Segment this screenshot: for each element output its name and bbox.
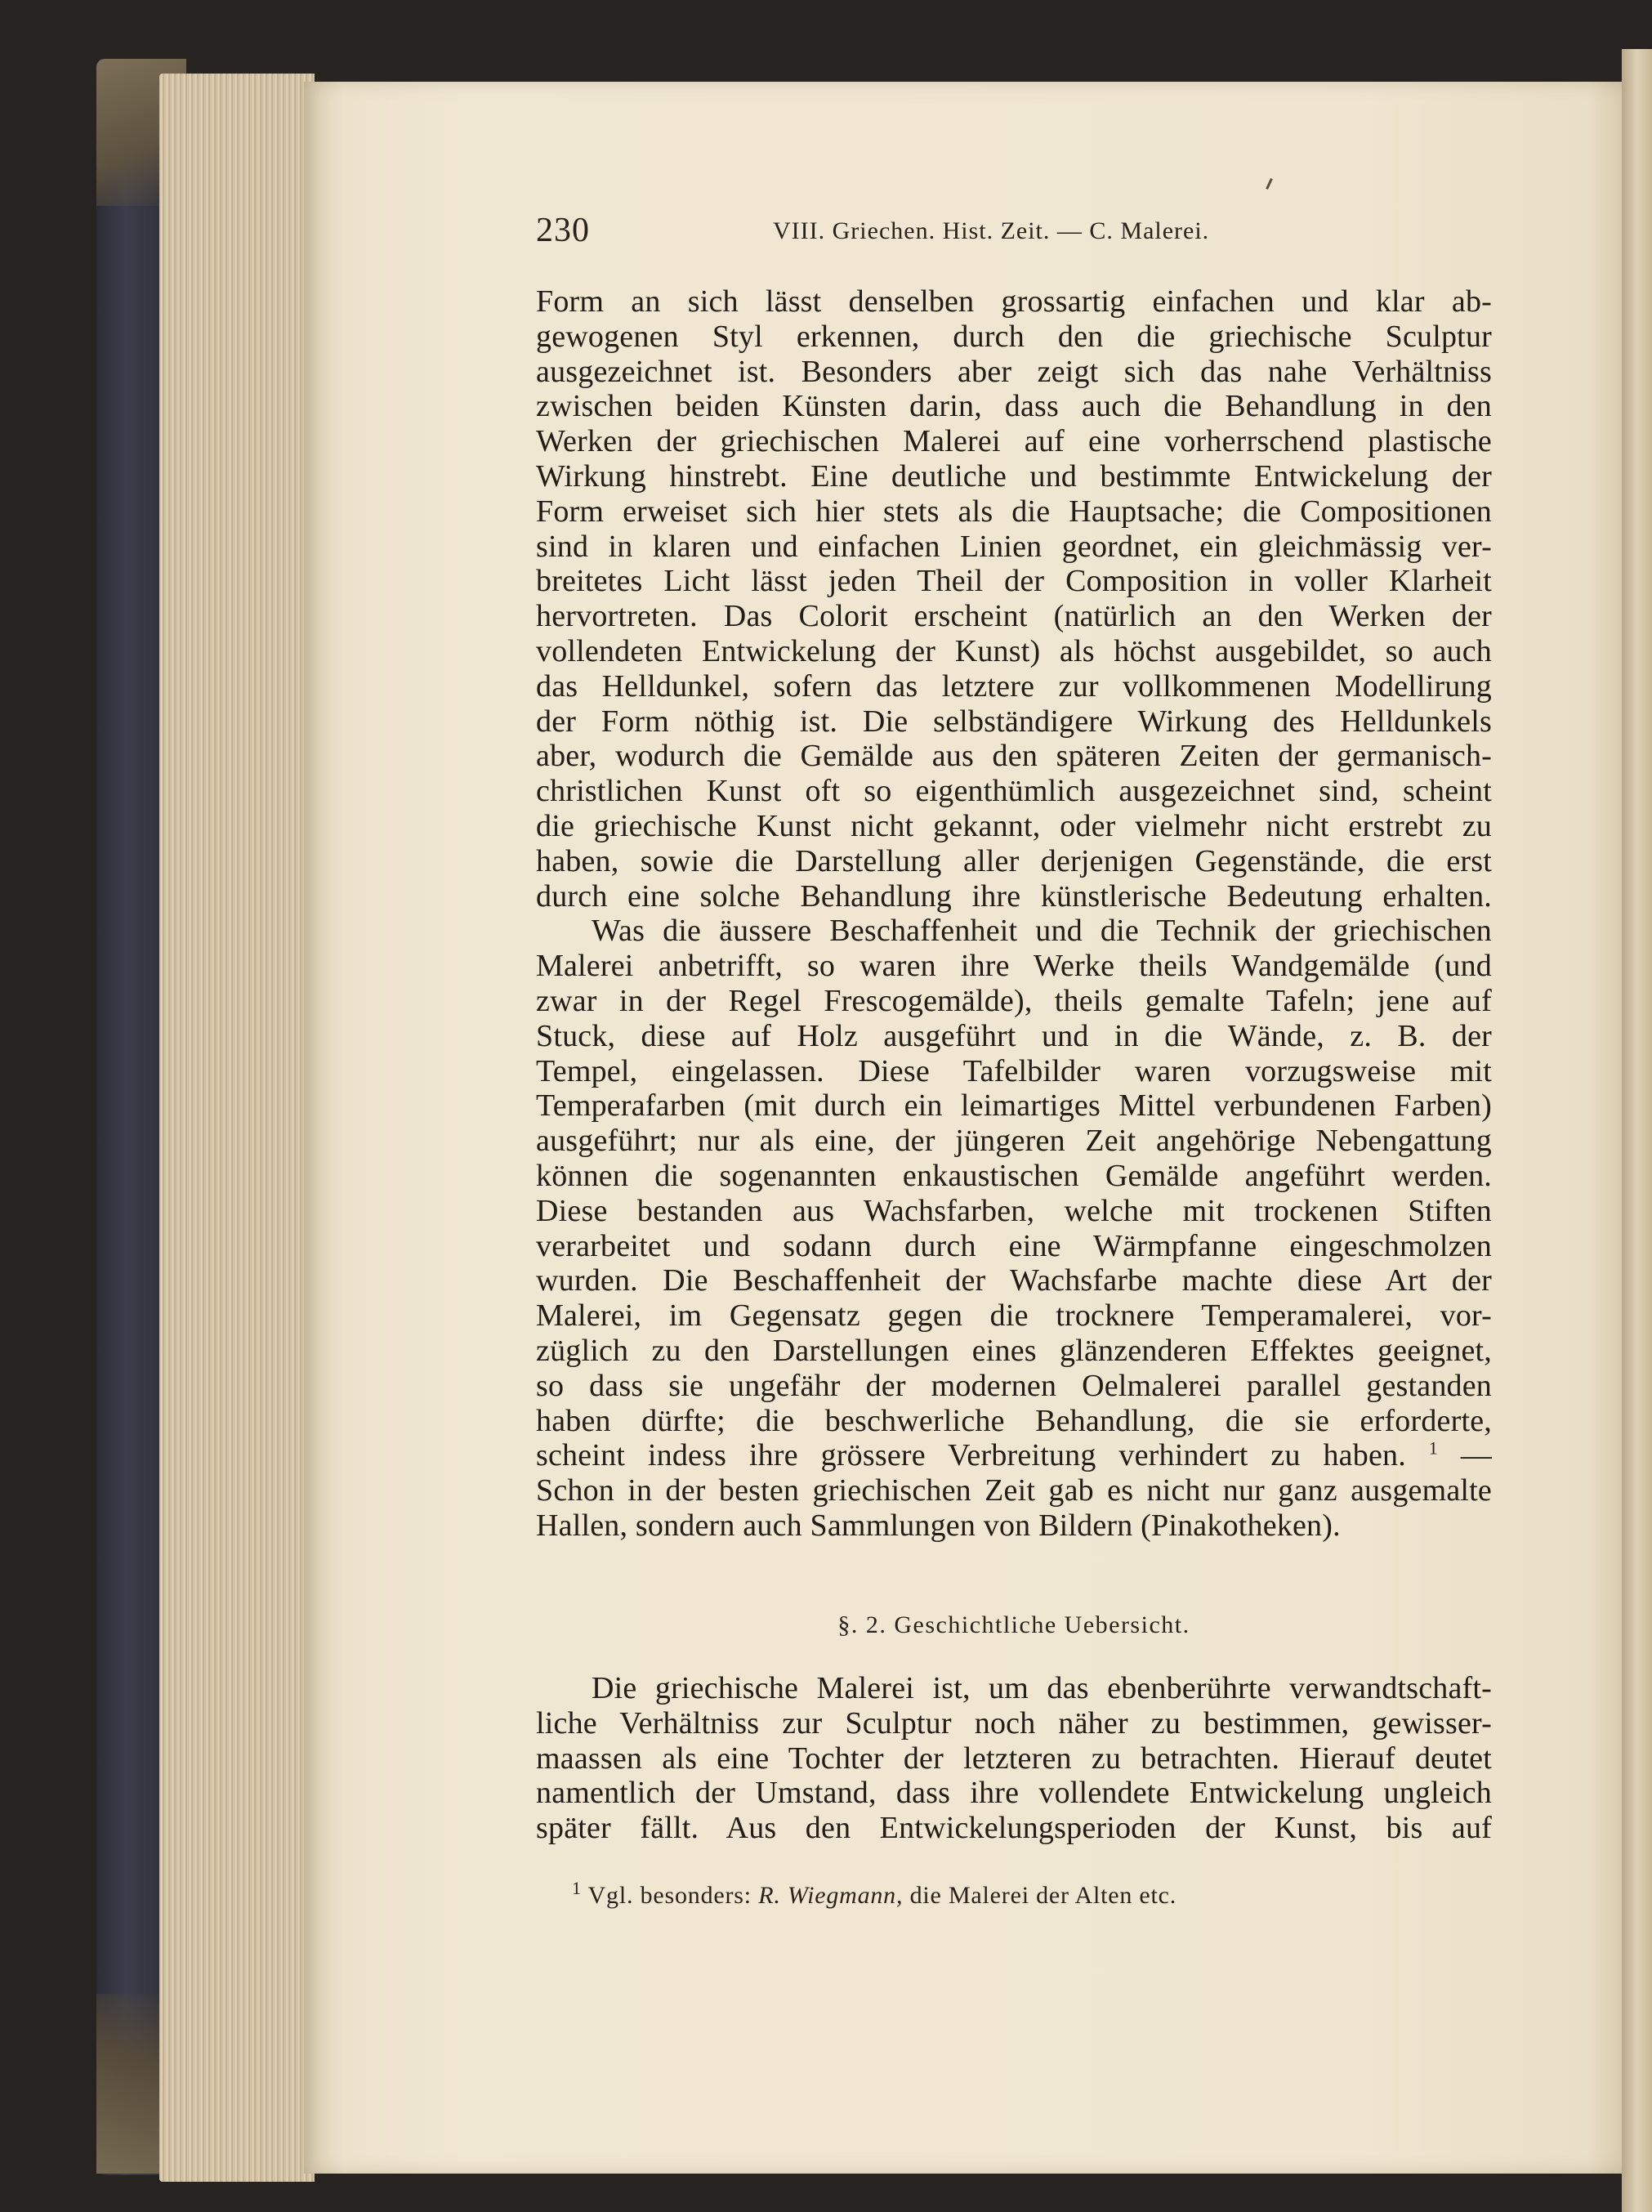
text-line: Tempel, eingelassen. Diese Tafelbilder waren vorzugsweise mit	[536, 1053, 1492, 1088]
text-line: Form erweiset sich hier stets als die Hauptsache; die Compositionen	[536, 494, 1492, 529]
section-heading: §. 2. Geschichtliche Uebersicht.	[837, 1611, 1190, 1638]
page-edges	[159, 74, 315, 2182]
text-line: Die griechische Malerei ist, um das ebenberührte verwandtschaft-	[592, 1671, 1492, 1705]
text-line: liche Verhältniss zur Sculptur noch näher zu bestimmen, gewisser-	[536, 1705, 1492, 1741]
text-line: Stuck, diese auf Holz ausgeführt und in die Wände, z. B. der	[536, 1018, 1492, 1053]
text-line: Schon in der besten griechischen Zeit gab es nicht nur ganz ausgemalte	[536, 1473, 1492, 1508]
text-line: gewogenen Styl erkennen, durch den die griechische Sculptur	[536, 319, 1492, 354]
footnote-prefix: Vgl. besonders:	[587, 1882, 752, 1909]
footnote-rest: die Malerei der Alten etc.	[909, 1882, 1177, 1909]
text-line: durch eine solche Behandlung ihre künstlerische Bedeutung erhalten.	[536, 878, 1492, 914]
text-line: später fällt. Aus den Entwickelungsperioden der Kunst, bis auf	[536, 1811, 1492, 1846]
text-line: Was die äussere Beschaffenheit und die Technik der griechischen	[592, 914, 1492, 949]
text-line: christlichen Kunst oft so eigenthümlich ausgezeichnet sind, scheint	[536, 774, 1492, 809]
text-line: können die sogenannten enkaustischen Gemälde angeführt werden.	[536, 1158, 1492, 1193]
text-line: namentlich der Umstand, dass ihre vollendete Entwickelung ungleich	[536, 1776, 1492, 1811]
text-line: zwar in der Regel Frescogemälde), theils gemalte Tafeln; jene auf	[536, 983, 1492, 1018]
text-line: Werken der griechischen Malerei auf eine vorherrschend plastische	[536, 424, 1492, 459]
page-number: 230	[536, 212, 590, 249]
text-line: zwischen beiden Künsten darin, dass auch die Behandlung in den	[536, 389, 1492, 424]
text-line: die griechische Kunst nicht gekannt, oder vielmehr nicht erstrebt zu	[536, 808, 1492, 843]
text-line	[536, 1438, 1492, 1473]
text-line: Hallen, sondern auch Sammlungen von Bildern (Pinakotheken).	[536, 1508, 1341, 1543]
text-line: vollendeten Entwickelung der Kunst) als höchst ausgebildet, so auch	[536, 633, 1492, 668]
text-line: haben, sowie die Darstellung aller derjenigen Gegenstände, die erst	[536, 843, 1492, 878]
footnote	[572, 1878, 1471, 1910]
text-line: Temperafarben (mit durch ein leimartiges Mittel verbundenen Farben)	[536, 1088, 1492, 1124]
text-line: hervortreten. Das Colorit erscheint (natürlich an den Werken der	[536, 599, 1492, 634]
text-line: aber, wodurch die Gemälde aus den späteren Zeiten der germanisch-	[536, 739, 1492, 774]
running-head: VIII. Griechen. Hist. Zeit. — C. Malerei.	[773, 217, 1210, 244]
em-dash: —	[1460, 1438, 1493, 1473]
main-text	[536, 284, 1492, 1544]
text-line: Malerei anbetrifft, so waren ihre Werke theils Wandgemälde (und	[536, 949, 1492, 984]
text-line: so dass sie ungefähr der modernen Oelmalerei parallel gestanden	[536, 1368, 1492, 1403]
text-line: breitetes Licht lässt jeden Theil der Composition in voller Klarheit	[536, 564, 1492, 599]
binding-gutter	[1622, 49, 1652, 2212]
page-header	[536, 211, 1271, 260]
text-line: das Helldunkel, sofern das letztere zur vollkommenen Modellirung	[536, 668, 1492, 704]
text-line: Malerei, im Gegensatz gegen die trocknere Temperamalerei, vor-	[536, 1298, 1492, 1334]
text-line-content: scheint indess ihre grössere Verbreitung verhindert zu haben.	[536, 1438, 1406, 1473]
footnote-reference: 1	[1428, 1437, 1438, 1459]
text-line: sind in klaren und einfachen Linien geordnet, ein gleichmässig ver-	[536, 529, 1492, 564]
footnote-marker: 1	[572, 1878, 582, 1898]
text-line: wurden. Die Beschaffenheit der Wachsfarbe machte diese Art der	[536, 1263, 1492, 1298]
section-text	[536, 1671, 1492, 1846]
text-line: züglich zu den Darstellungen eines glänzenderen Effektes geeignet,	[536, 1333, 1492, 1368]
text-line: maassen als eine Tochter der letzteren zu betrachten. Hierauf deutet	[536, 1741, 1492, 1776]
text-line: verarbeitet und sodann durch eine Wärmpfanne eingeschmolzen	[536, 1228, 1492, 1263]
text-line: Form an sich lässt denselben grossartig einfachen und klar ab-	[536, 284, 1492, 319]
text-line: Diese bestanden aus Wachsfarben, welche mit trockenen Stiften	[536, 1193, 1492, 1228]
text-line: Wirkung hinstrebt. Eine deutliche und bestimmte Entwickelung der	[536, 458, 1492, 494]
text-line: ausgezeichnet ist. Besonders aber zeigt sich das nahe Verhältniss	[536, 354, 1492, 389]
text-line: ausgeführt; nur als eine, der jüngeren Zeit angehörige Nebengattung	[536, 1124, 1492, 1159]
footnote-author: R. Wiegmann,	[758, 1882, 904, 1909]
text-line: der Form nöthig ist. Die selbständigere Wirkung des Helldunkels	[536, 704, 1492, 739]
text-line: haben dürfte; die beschwerliche Behandlung, die sie erforderte,	[536, 1403, 1492, 1438]
